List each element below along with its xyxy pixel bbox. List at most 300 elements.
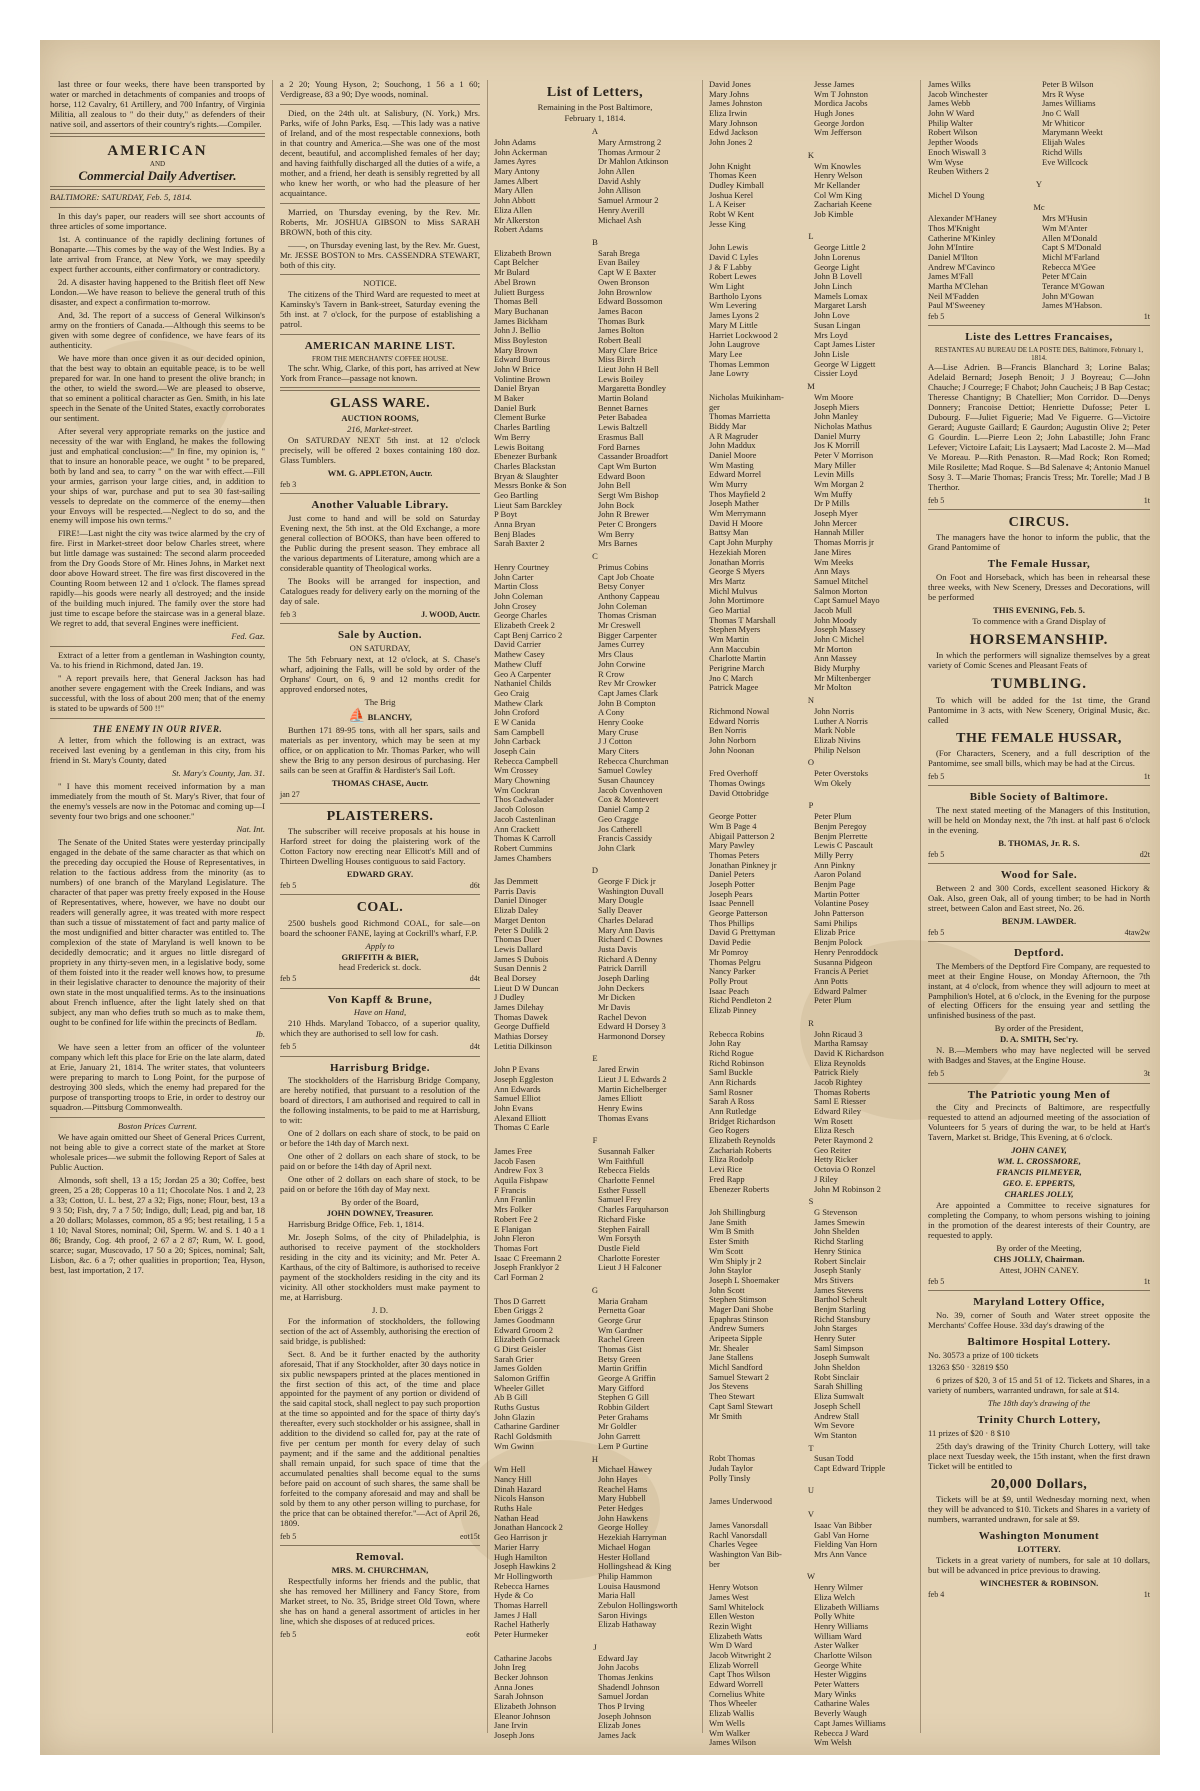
addressee-name: Nicholas Muikinham- xyxy=(709,391,784,402)
divider xyxy=(280,623,480,624)
lottery-text: The 18th day's drawing of the xyxy=(987,1398,1091,1409)
lottery-text: 6 prizes of $20, 3 of 15 and 51 of 12. Tickets and Shares, in a variety of numbers, warranted undrawn, for sale at $14. xyxy=(928,1375,1150,1396)
marine-list-source: FROM THE MERCHANTS' COFFEE HOUSE. xyxy=(312,355,448,364)
addressee-name: Salomon Griffin xyxy=(494,1373,550,1383)
addressee-name: Joseph Cain xyxy=(494,746,536,756)
addressee-name: Philip Walter xyxy=(928,117,973,128)
addressee-name: Ann Richards xyxy=(709,1076,756,1087)
bridge-text: One of 2 dollars on each share of stock, to be paid on or before the 14th day of March next. xyxy=(280,1128,480,1149)
addressee-name: Martin Griffin xyxy=(598,1363,647,1374)
ad-code: 1t xyxy=(1143,1589,1150,1599)
addressee-name: Stephen G Gill xyxy=(598,1392,649,1403)
bridge-text: Mr. Joseph Solms, of the city of Philadelphia, is authorised to receive payment of the stockholders residing in the city and its vicinity; and Mr. Peter A. Karthaus, of the city of Baltimore, is authorised to receive payment of the stockholders residing in the city and its vicinity. All other stockholders must make payment to me, at Harrisburg. xyxy=(280,1231,480,1302)
addressee-name: Thomas Dawek xyxy=(494,1011,548,1022)
addressee-name: Elizabeth Watts xyxy=(709,1630,763,1641)
bible-society-text: The next stated meeting of the Managers of this Institution, will be held on Monday next, the 7th inst. at half past 6 o'clock in the evening. xyxy=(928,804,1150,835)
addressee-name: Wm Faithfull xyxy=(598,1155,645,1166)
addressee-name: Michl Sandford xyxy=(709,1362,763,1373)
name-list xyxy=(494,1065,696,1133)
addressee-name: Mary Dougle xyxy=(598,895,644,906)
addressee-name: Aripeeta Sipple xyxy=(709,1333,763,1343)
source-credit: Ib. xyxy=(255,1029,265,1040)
addressee-name: Octovia O Ronzel xyxy=(814,1164,876,1175)
article-text: 1st. A continuance of the rapidly declining fortunes of Bonaparte.—This comes by the way of the West Indies. By a late arrival from France, at New York, we may speedily expect further accounts, either confirmatory or contradictory. xyxy=(50,234,265,275)
addressee-name: Stephen Myers xyxy=(709,624,761,635)
addressee-name: John Hawkens xyxy=(598,1512,648,1523)
addressee-name: Stephen Stimson xyxy=(709,1294,767,1305)
addressee-name: Joseph Sumwalt xyxy=(814,1352,870,1363)
addressee-name: Parris Davis xyxy=(494,885,536,896)
addressee-name: Mrs R Wyse xyxy=(1042,88,1085,99)
prices-list: Almonds, soft shell, 13 a 15; Jordan 25 a 30; Coffee, best green, 25 a 28; Copperas 10 a 11; Chocolate Nos. 1 and 2, 23 a 33; Cotton, U. L. best, 27 a 32; Figs, none; Flour, best, 13 a 9 3 50; Fish, dry, 7 a 7 50; Indigo, dull; Lead, pig and bar, 18 a 20 dollars; Molasses, common, 85 a 95; best retailing, 1 5 a 1 10; Naval Stores, nominal; Oil, Sperm. W. and S. 1 40 a 1 86; Brandy, Cog. 4th proof, 2 67 a 2 87; Rum, W. I. good, scarce; sugar, Muscovado, 17 50 a 20; Spices, nominal; Salt, Lisbon, &c. 6 a 7; other qualities in proportion; Tea, Hyson, best, last importation, 2 17. xyxy=(50,1175,265,1275)
horsemanship-heading: HORSEMANSHIP. xyxy=(969,632,1109,649)
addressee-name: James Johnston xyxy=(709,98,763,109)
addressee-name: Wm Moore xyxy=(814,391,854,402)
addressee-name: Jane Smith xyxy=(709,1216,747,1227)
tumbling-heading: TUMBLING. xyxy=(990,676,1088,693)
name-column xyxy=(709,393,808,693)
addressee-name: Eve Willcock xyxy=(1042,156,1088,167)
addressee-name: Sarah Johnson xyxy=(494,1691,544,1702)
circus-text: To which will be added for the 1st time, the Grand Pantomime in 3 acts, with New Scenery, Original Music, &c. called xyxy=(928,694,1150,725)
addressee-name: Marget Denton xyxy=(494,914,546,925)
column-2 xyxy=(280,80,480,1735)
addressee-name: James Currey xyxy=(598,639,645,650)
addressee-name: Wm D Ward xyxy=(709,1640,753,1651)
ad-code: 4taw2w xyxy=(1124,927,1150,937)
addressee-name: Wm T Johnston xyxy=(814,88,868,99)
name-column xyxy=(1042,214,1150,311)
ad-date: feb 5 xyxy=(928,771,945,781)
addressee-name: Perigrine March xyxy=(709,663,765,674)
addressee-name: Luther A Norris xyxy=(814,715,868,726)
addressee-name: Thomas Morris jr xyxy=(814,537,874,548)
ad-code: eo6t xyxy=(466,1629,480,1639)
addressee-name: Wm Wells xyxy=(709,1717,745,1728)
lottery-text: Tickets will be at $9, until Wednesday morning next, when they will be advanced to $10. Tickets and Shares in a variety of numbers, warranted undrawn, for sale at $9. xyxy=(928,1494,1150,1525)
article-text: And, 3d. The report of a success of General Wilkinson's army on the frontiers of Canada.—Although this seems to be given with some degree of confidence, we have fears of its authenticity. xyxy=(50,310,265,351)
addressee-name: Nathaniel Childs xyxy=(494,678,552,689)
addressee-name: Capt Edward Tripple xyxy=(814,1463,886,1474)
french-letters-heading: Liste des Lettres Francaises, xyxy=(965,331,1113,344)
divider xyxy=(280,1056,480,1057)
article-text: The Senate of the United States were yesterday principally engaged in the debate of the same character as that which on the preceding day occupied the House of Representatives, in relation to the factious address from the minority (as to numbers) of one branch of the Maryland Legislature. The character of that paper was pretty freely exposed in the House of Representatives, where, however, we have no doubt our readers will generally agree, it was treated with more respect than such a tissue of misstatement of fact and party malice of the most undignified and bitter character was entitled to. The complexion of the state of Maryland is well known to be decidedly democratic; and it argues no little disregard of propriety in any thirty-seven men, in a legislative body, some of them foisted into it the reader well knows how, to presume in their legislative character to denounce the majority of their own state in the most unqualified terms. As to the insinuations about French influence, after the light lately shed on that subject, any man who defies truth so much as to make them, ought to be confined for life within the precincts of Bedlam. xyxy=(50,837,265,1027)
addressee-name: Peter B Wilson xyxy=(1042,79,1094,89)
addressee-name: Wm Light xyxy=(709,281,745,292)
addressee-name: Edward Norris xyxy=(709,715,760,726)
marine-list-heading: AMERICAN MARINE LIST. xyxy=(304,340,456,353)
addressee-name: Joseph Massey xyxy=(814,624,866,635)
addressee-name: Maria Hall xyxy=(598,1590,636,1601)
ship-icon: ⛵ xyxy=(348,708,366,724)
addressee-name: John Coleman xyxy=(494,591,543,601)
addressee-name: Benj Blades xyxy=(494,528,536,539)
addressee-name: Wm Berry xyxy=(494,431,531,442)
addressee-name: Joseph Pears xyxy=(709,888,753,899)
addressee-name: John Jacobs xyxy=(598,1662,639,1673)
addressee-name: Capt John Murphy xyxy=(709,537,773,548)
addressee-name: Wm B Smith xyxy=(709,1226,754,1237)
addressee-name: Robert Wilson xyxy=(928,127,978,138)
notice-text: The citizens of the Third Ward are requested to meet at Kaminsky's Tavern in Bank-street, Saturday evening the 5th inst. at 7 o'clock, for the purpose of establishing a patrol. xyxy=(280,289,480,330)
addressee-name: Capt Thos Wilson xyxy=(709,1669,771,1680)
divider xyxy=(280,387,480,391)
addressee-name: Thomas Burk xyxy=(598,315,645,326)
glass-ware-text: On SATURDAY NEXT 5th inst. at 12 o'clock precisely, will be offered 2 boxes containing 180 doz. Glass Tumblers. xyxy=(280,435,480,466)
addressee-name: Hugh Hamilton xyxy=(494,1551,548,1562)
addressee-name: Susan Dennis 2 xyxy=(494,963,547,974)
addressee-name: Joseph Stanly xyxy=(814,1265,861,1276)
addressee-name: Mary Armstrong 2 xyxy=(598,137,662,148)
auction-day: ON SATURDAY, xyxy=(349,642,411,653)
addressee-name: Edward Boon xyxy=(598,470,645,481)
addressee-name: Benjm Polock xyxy=(814,937,863,948)
addressee-name: Isaac Van Bibber xyxy=(814,1519,872,1530)
name-list xyxy=(928,191,1150,201)
addressee-name: James Golden xyxy=(494,1363,542,1374)
library-text: Just come to hand and will be sold on Saturday Evening next, the 5th inst. at the Old Exchange, a more general collection of BOOKS, than have been offered to the Public during the present season. They embrace all the various departments of Literature, among which are a considerable quantity of Theological works. xyxy=(280,513,480,574)
addressee-name: Messrs Bonke & Son xyxy=(494,480,567,491)
addressee-name: Owen Bronson xyxy=(598,276,650,287)
addressee-name: Sally Deaver xyxy=(598,905,643,916)
addressee-name: David K Richardson xyxy=(814,1047,884,1058)
name-column xyxy=(709,707,808,755)
addressee-name: Erasmus Ball xyxy=(598,431,644,442)
patriotic-committee xyxy=(928,1146,1150,1200)
addressee-name: Thomas Fort xyxy=(494,1242,538,1253)
addressee-name: Henry Averill xyxy=(598,204,645,215)
addressee-name: Richd Pendleton 2 xyxy=(709,995,772,1006)
addressee-name: Lieut John H Bell xyxy=(598,364,659,375)
addressee-name: Lieut D W Duncan xyxy=(494,982,559,993)
addressee-name: Fielding Van Horn xyxy=(814,1539,878,1550)
ad-date: feb 5 xyxy=(928,1069,945,1079)
addressee-name: Aquila Fishpaw xyxy=(494,1175,549,1186)
addressee-name: Milly Perry xyxy=(814,849,854,860)
addressee-name: Eliza Welch xyxy=(814,1591,855,1602)
addressee-name: Hollingshead & King xyxy=(598,1561,672,1572)
addressee-name: Mr Miltenberger xyxy=(814,672,871,683)
addressee-name: James Underwood xyxy=(709,1496,773,1507)
addressee-name: Robert Cummins xyxy=(494,842,553,853)
addressee-name: Edward Worrell xyxy=(709,1679,764,1690)
addressee-name: A R Magruder xyxy=(709,430,759,441)
name-column xyxy=(598,563,696,863)
addressee-name: Charles Blackstan xyxy=(494,460,556,471)
glass-ware-sub: AUCTION ROOMS, xyxy=(341,413,419,424)
addressee-name: John Maddux xyxy=(709,440,756,451)
addressee-name: Samuel Elliot xyxy=(494,1093,541,1104)
ad-date: feb 5 xyxy=(280,881,297,891)
addressee-name: Thos P Irving xyxy=(598,1701,645,1712)
article-text: In this day's paper, our readers will see short accounts of three articles of some importance. xyxy=(50,211,265,232)
name-list xyxy=(494,1297,696,1452)
addressee-name: Thos Phillips xyxy=(709,917,755,928)
letter-heading: G xyxy=(591,1284,599,1295)
washington-monument-heading: Washington Monument xyxy=(978,1530,1100,1543)
addressee-name: Pernetta Goar xyxy=(598,1305,645,1316)
addressee-name: Rachl Vanorsdall xyxy=(709,1529,768,1540)
addressee-name: ger xyxy=(709,401,720,412)
addressee-name: Hezekiah Harryman xyxy=(598,1532,667,1543)
addressee-name: Thomas Duer xyxy=(494,934,541,945)
circus-text: (For Characters, Scenery, and a full description of the Pantomime, see small bills, which may be had at the Circus. xyxy=(928,747,1150,768)
addressee-name: Hester Wiggins xyxy=(814,1669,867,1680)
addressee-name: Ben Norris xyxy=(709,725,747,736)
addressee-name: P Boyt xyxy=(494,509,518,520)
addressee-name: James Vanorsdall xyxy=(709,1519,769,1530)
addressee-name: Robt Thomas xyxy=(709,1453,755,1464)
addressee-name: Philip Hammon xyxy=(598,1570,653,1581)
addressee-name: Wm Rosett xyxy=(814,1115,853,1126)
addressee-name: Ann Potts xyxy=(814,975,848,986)
addressee-name: George A Griffin xyxy=(598,1373,656,1383)
addressee-name: Eliza Sumwalt xyxy=(814,1391,864,1402)
addressee-name: Mr Smith xyxy=(709,1410,742,1421)
addressee-name: William Ward xyxy=(814,1630,862,1641)
addressee-name: Thomas Peters xyxy=(709,849,760,860)
addressee-name: Peter S Dulilk 2 xyxy=(494,924,549,935)
masthead-title: AMERICAN xyxy=(107,142,208,159)
addressee-name: Jos Catherell xyxy=(598,823,643,834)
addressee-name: Ab B Gill xyxy=(494,1392,528,1403)
addressee-name: Rezin Wight xyxy=(709,1620,752,1631)
addressee-name: Peter M'Cain xyxy=(1042,271,1087,282)
addressee-name: John P Evans xyxy=(494,1064,540,1075)
addressee-name: Henry Wotson xyxy=(709,1582,758,1593)
lottery-text: No. 39, corner of South and Water street opposite the Merchants' Coffee House. 33d day's drawing of the xyxy=(928,1309,1150,1330)
addressee-name: James West xyxy=(709,1591,749,1602)
addressee-name: Daniel Bryan xyxy=(494,383,540,394)
addressee-name: Mary Lee xyxy=(709,348,743,359)
addressee-name: Patrick Darrill xyxy=(598,963,647,974)
addressee-name: Michl M'Farland xyxy=(1042,252,1100,263)
addressee-name: Henry Courtney xyxy=(494,561,550,572)
addressee-name: Mrs Barnes xyxy=(598,538,638,549)
lottery-numbers: 13263 $50 · 32819 $50 xyxy=(928,1362,1009,1373)
addressee-name: Ann Pinkny xyxy=(814,859,855,870)
prices-heading: Boston Prices Current. xyxy=(117,1121,198,1132)
addressee-name: Margaret Larsh xyxy=(814,300,867,311)
addressee-name: Peter Plum xyxy=(814,811,852,822)
addressee-name: Mathew Clark xyxy=(494,697,543,708)
addressee-name: Wm Scott xyxy=(709,1245,744,1256)
letter-heading: N xyxy=(807,695,815,706)
column-5 xyxy=(928,80,1150,1735)
addressee-name: Theo Stewart xyxy=(709,1391,755,1402)
addressee-name: Ruths Gustus xyxy=(494,1402,540,1413)
addressee-name: Robt Sinclair xyxy=(814,1371,860,1382)
addressee-name: Rev Mr Crowker xyxy=(598,678,657,689)
addressee-name: John Ray xyxy=(709,1038,741,1049)
addressee-name: Wm Merrymann xyxy=(709,508,766,519)
name-column xyxy=(814,812,913,1015)
letter-heading: O xyxy=(807,757,815,768)
addressee-name: Mary Brown xyxy=(494,344,538,355)
name-column xyxy=(814,1454,913,1483)
addressee-name: Elizabeth Gormack xyxy=(494,1334,560,1345)
ad-code: d4t xyxy=(469,1042,480,1052)
addressee-name: Joseph Hawkins 2 xyxy=(494,1561,556,1572)
addressee-name: Benjm Page xyxy=(814,879,856,890)
name-list xyxy=(709,1208,913,1441)
addressee-name: Becker Johnson xyxy=(494,1671,549,1682)
addressee-name: George F Dick jr xyxy=(598,876,656,887)
kapff-sub: Have on Hand, xyxy=(353,1007,407,1018)
addressee-name: John Lorenus xyxy=(814,252,861,263)
addressee-name: Thomas C Earle xyxy=(494,1122,550,1133)
addressee-name: Mathew Casey xyxy=(494,649,545,660)
addressee-name: Fred Rapp xyxy=(709,1173,745,1184)
source-credit: Fed. Gaz. xyxy=(231,631,265,642)
addressee-name: Thomas Jenkins xyxy=(598,1671,654,1682)
addressee-name: Andrew Sumers xyxy=(709,1323,765,1334)
addressee-name: Robert Lewes xyxy=(709,271,757,282)
addressee-name: George White xyxy=(814,1659,862,1670)
name-list xyxy=(709,1497,913,1507)
addressee-name: Joseph Myer xyxy=(814,508,858,519)
addressee-name: Bridget Richardson xyxy=(709,1115,776,1126)
addressee-name: John C Michel xyxy=(814,634,865,645)
addressee-name: Henry Stinica xyxy=(814,1245,861,1256)
addressee-name: John Bock xyxy=(598,499,635,510)
name-column xyxy=(494,1654,592,1741)
addressee-name: Eliza Allen xyxy=(494,204,533,215)
addressee-name: Jane Mires xyxy=(814,546,852,557)
ad-date: feb 5 xyxy=(928,849,945,859)
ad-code: 1t xyxy=(1143,312,1150,322)
addressee-name: Peter Watters xyxy=(814,1679,860,1690)
addressee-name: James Bacon xyxy=(598,305,643,316)
divider xyxy=(280,334,480,335)
removal-text: Respectfully informs her friends and the public, that she has removed her Millinery and Fancy Store, from Market street, to No. 35, Bridge street Old Town, where she has on hand a general assortment of articles in her line, which she disposes of at reduced prices. xyxy=(280,1576,480,1626)
addressee-name: Evan Bailey xyxy=(598,257,640,268)
addressee-name: Mr Dicken xyxy=(598,992,636,1003)
addressee-name: Salmon Morton xyxy=(814,585,868,596)
addressee-name: Jacob Coloson xyxy=(494,804,544,815)
addressee-name: Mary Pawley xyxy=(709,840,755,851)
addressee-name: Henry Welson xyxy=(814,170,863,181)
auction-text: The 5th February next, at 12 o'clock, at S. Chase's wharf, adjoining the Falls, will be sold by order of the Orphans' Court, on 6, 9 and 12 months credit for approved endorsed notes, xyxy=(280,653,480,694)
name-list xyxy=(709,393,913,693)
addressee-name: Col Wm King xyxy=(814,189,863,200)
addressee-name: George Holley xyxy=(598,1522,649,1533)
addressee-name: Henry Ewins xyxy=(598,1103,643,1114)
addressee-name: Reuben Withers 2 xyxy=(928,166,989,177)
addressee-name: Bigger Carpenter xyxy=(598,629,657,640)
addressee-name: Wm Masting xyxy=(709,459,754,470)
addressee-name: Henry Williams xyxy=(814,1620,869,1631)
addressee-name: Mary Cruse xyxy=(598,726,639,737)
name-column xyxy=(494,138,592,235)
article-date: St. Mary's County, Jan. 31. xyxy=(171,768,265,779)
committee-member: JOHN CANEY, xyxy=(1011,1145,1067,1156)
addressee-name: Isaac Pennell xyxy=(709,898,755,909)
deptford-text: The Members of the Deptford Fire Company, are requested to meet at their Engine House, on Monday Afternoon, the 7th instant, at 4 o'clock, from whence they will adjourn to meet at Pamphilion's Hotel, at 6 o'clock, in the Evening for the purpose of electing Officers for the ensuing year and settling the unfinished business of the past. xyxy=(928,960,1150,1021)
name-column xyxy=(494,1147,592,1283)
addressee-name: Samuel Jordan xyxy=(598,1691,649,1702)
addressee-name: Wm Shiply jr 2 xyxy=(709,1255,762,1266)
addressee-name: Dinah Hazard xyxy=(494,1483,542,1494)
addressee-name: J J Cotton xyxy=(598,736,633,747)
enemy-heading: THE ENEMY IN OUR RIVER. xyxy=(92,723,223,734)
name-column xyxy=(494,563,592,863)
addressee-name: John Deckers xyxy=(598,982,645,993)
addressee-name: Elizabeth Williams xyxy=(814,1601,879,1612)
divider xyxy=(280,203,480,204)
addressee-name: John Laugrove xyxy=(709,339,760,350)
addressee-name: James S Dubois xyxy=(494,953,549,964)
addressee-name: Thos Mayfield 2 xyxy=(709,488,766,499)
name-list xyxy=(494,138,696,235)
ad-date: feb 5 xyxy=(928,495,945,505)
addressee-name: Lieut J H Falconer xyxy=(598,1262,662,1273)
addressee-name: Mrs Folker xyxy=(494,1204,533,1215)
addressee-name: Elizab Wallis xyxy=(709,1708,755,1719)
wood-text: Between 2 and 300 Cords, excellent seasoned Hickory & Oak. Also, green Oak, all of young timber; to be had in North street, between Calon and East street, No. 26. xyxy=(928,882,1150,913)
addressee-name: Thomas Lemmon xyxy=(709,358,770,369)
addressee-name: Mr Hollingworth xyxy=(494,1570,553,1581)
addressee-name: Dr P Mills xyxy=(814,498,850,509)
addressee-name: Carl Forman 2 xyxy=(494,1271,544,1282)
trinity-lottery-heading: Trinity Church Lottery, xyxy=(977,1414,1101,1427)
name-column xyxy=(814,162,913,230)
addressee-name: Mary Johnson xyxy=(709,117,758,128)
addressee-name: Wm Meeks xyxy=(814,556,854,567)
patriotic-attest: Attest, JOHN CANEY. xyxy=(999,1264,1079,1275)
addressee-name: Abigail Patterson 2 xyxy=(709,830,775,841)
name-column xyxy=(814,1583,913,1748)
addressee-name: Wm Forsyth xyxy=(598,1233,641,1244)
ad-code: 1t xyxy=(1143,1276,1150,1286)
addressee-name: Marymann Weekt xyxy=(1042,127,1103,138)
addressee-name: Eliza Irwin xyxy=(709,108,747,119)
addressee-name: Catherine M'Kinley xyxy=(928,232,996,243)
addressee-name: Mr Davis xyxy=(598,1002,631,1013)
addressee-name: Barthol Scheult xyxy=(814,1294,868,1305)
column-4 xyxy=(709,79,913,1748)
addressee-name: Thomas Pelgru xyxy=(709,956,761,967)
addressee-name: Rebecca J Ward xyxy=(814,1727,869,1738)
patriotic-heading: The Patriotic young Men of xyxy=(967,1088,1111,1101)
addressee-name: Henry Wilmer xyxy=(814,1582,863,1593)
addressee-name: Rebecca Fields xyxy=(598,1165,650,1176)
addressee-name: Thos Cadwalader xyxy=(494,794,554,805)
name-column xyxy=(494,877,592,1051)
name-column xyxy=(814,243,913,379)
name-column xyxy=(709,1454,808,1483)
addressee-name: Wm Jefferson xyxy=(814,127,862,138)
name-column xyxy=(814,1208,913,1441)
addressee-name: John Knight xyxy=(709,160,751,171)
addressee-name: Daniel Camp 2 xyxy=(598,804,650,815)
addressee-name: Sarah A Ross xyxy=(709,1096,755,1107)
addressee-name: Rebecca Robins xyxy=(709,1028,764,1039)
name-list xyxy=(494,1654,696,1741)
kapff-heading: Von Kapff & Brune, xyxy=(327,993,433,1006)
name-column xyxy=(598,1654,696,1741)
masthead-and: AND xyxy=(149,160,166,169)
addressee-name: Martin Boland xyxy=(598,393,648,404)
divider xyxy=(280,894,480,895)
name-column xyxy=(709,1583,808,1748)
addressee-name: Eliza Resch xyxy=(814,1125,855,1136)
addressee-name: Martin Potter xyxy=(814,888,860,899)
addressee-name: J Riley xyxy=(814,1173,838,1184)
brig-name: BLANCHY, xyxy=(367,711,412,722)
addressee-name: J & F Labby xyxy=(709,261,752,272)
addressee-name: Jos K Morrill xyxy=(814,440,860,451)
